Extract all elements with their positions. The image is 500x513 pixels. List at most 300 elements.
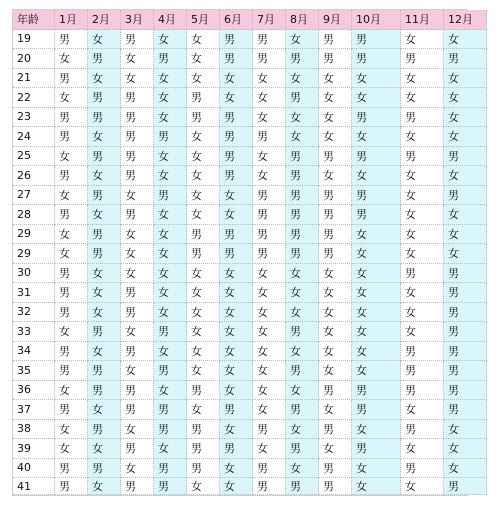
gender-cell: 男 (352, 400, 401, 420)
gender-cell: 男 (253, 244, 286, 264)
gender-cell: 男 (401, 49, 444, 69)
gender-cell: 女 (187, 283, 220, 303)
gender-cell: 女 (401, 400, 444, 420)
gender-cell: 女 (286, 127, 319, 147)
age-cell: 28 (13, 205, 55, 225)
gender-cell: 女 (253, 342, 286, 362)
gender-cell: 男 (88, 186, 121, 206)
gender-cell: 男 (401, 147, 444, 167)
gender-cell: 女 (401, 127, 444, 147)
gender-cell: 男 (286, 361, 319, 381)
age-cell: 41 (13, 478, 55, 495)
gender-cell: 男 (253, 49, 286, 69)
gender-cell: 男 (154, 361, 187, 381)
gender-cell: 女 (187, 127, 220, 147)
gender-cell: 女 (88, 283, 121, 303)
gender-cell: 女 (187, 264, 220, 284)
header-month-4: 4月 (154, 10, 187, 30)
gender-cell: 女 (319, 342, 352, 362)
gender-cell: 女 (319, 283, 352, 303)
gender-cell: 男 (319, 147, 352, 167)
gender-cell: 男 (319, 381, 352, 401)
gender-cell: 男 (253, 30, 286, 50)
gender-cell: 女 (55, 322, 88, 342)
age-cell: 21 (13, 69, 55, 89)
gender-cell: 男 (88, 381, 121, 401)
gender-cell: 男 (121, 342, 154, 362)
age-cell: 35 (13, 361, 55, 381)
gender-cell: 女 (444, 88, 487, 108)
gender-cell: 男 (55, 108, 88, 128)
gender-cell: 男 (319, 49, 352, 69)
gender-cell: 男 (121, 127, 154, 147)
gender-cell: 男 (444, 147, 487, 167)
gender-cell: 女 (220, 381, 253, 401)
gender-cell: 男 (220, 439, 253, 459)
gender-cell: 女 (55, 420, 88, 440)
age-cell: 36 (13, 381, 55, 401)
gender-cell: 女 (55, 88, 88, 108)
gender-cell: 女 (154, 439, 187, 459)
gender-cell: 女 (154, 303, 187, 323)
age-cell: 40 (13, 459, 55, 479)
gender-cell: 男 (55, 478, 88, 495)
gender-cell: 女 (352, 244, 401, 264)
gender-cell: 女 (187, 303, 220, 323)
gender-cell: 女 (253, 303, 286, 323)
gender-cell: 男 (253, 186, 286, 206)
gender-cell: 男 (401, 108, 444, 128)
gender-cell: 男 (253, 478, 286, 495)
gender-cell: 男 (121, 381, 154, 401)
gender-cell: 男 (55, 400, 88, 420)
gender-cell: 男 (286, 439, 319, 459)
gender-cell: 女 (253, 147, 286, 167)
gender-cell: 女 (352, 478, 401, 495)
gender-cell: 女 (187, 342, 220, 362)
age-cell: 19 (13, 30, 55, 50)
gender-cell: 女 (319, 400, 352, 420)
gender-cell: 男 (444, 361, 487, 381)
gender-cell: 男 (187, 225, 220, 245)
gender-cell: 男 (401, 342, 444, 362)
age-cell: 39 (13, 439, 55, 459)
gender-cell: 女 (401, 205, 444, 225)
header-month-7: 7月 (253, 10, 286, 30)
gender-cell: 女 (253, 264, 286, 284)
gender-cell: 女 (187, 322, 220, 342)
gender-cell: 女 (401, 439, 444, 459)
gender-cell: 男 (352, 439, 401, 459)
gender-cell: 男 (401, 361, 444, 381)
gender-cell: 男 (319, 244, 352, 264)
gender-cell: 男 (286, 88, 319, 108)
gender-cell: 女 (154, 381, 187, 401)
gender-cell: 女 (401, 478, 444, 495)
gender-cell: 男 (121, 166, 154, 186)
gender-cell: 女 (187, 30, 220, 50)
gender-cell: 女 (55, 49, 88, 69)
gender-cell: 男 (401, 459, 444, 479)
gender-cell: 女 (121, 225, 154, 245)
gender-cell: 男 (154, 322, 187, 342)
gender-cell: 女 (88, 400, 121, 420)
gender-cell: 女 (352, 342, 401, 362)
gender-cell: 女 (253, 322, 286, 342)
gender-cell: 男 (286, 49, 319, 69)
gender-cell: 女 (121, 244, 154, 264)
gender-cell: 男 (352, 186, 401, 206)
gender-cell: 男 (154, 478, 187, 495)
gender-cell: 女 (286, 303, 319, 323)
gender-cell: 女 (401, 166, 444, 186)
gender-cell: 男 (55, 283, 88, 303)
gender-cell: 男 (352, 205, 401, 225)
gender-cell: 男 (286, 205, 319, 225)
gender-cell: 女 (401, 225, 444, 245)
gender-cell: 男 (121, 108, 154, 128)
gender-cell: 女 (401, 303, 444, 323)
gender-cell: 男 (187, 88, 220, 108)
gender-cell: 女 (55, 439, 88, 459)
gender-cell: 女 (121, 49, 154, 69)
gender-cell: 女 (444, 30, 487, 50)
gender-cell: 女 (121, 459, 154, 479)
gender-cell: 女 (352, 69, 401, 89)
age-cell: 34 (13, 342, 55, 362)
gender-cell: 男 (154, 459, 187, 479)
gender-cell: 女 (401, 88, 444, 108)
gender-cell: 女 (220, 88, 253, 108)
gender-cell: 男 (55, 127, 88, 147)
gender-cell: 女 (220, 283, 253, 303)
gender-cell: 男 (253, 459, 286, 479)
gender-cell: 男 (187, 439, 220, 459)
gender-cell: 女 (55, 147, 88, 167)
gender-cell: 男 (55, 303, 88, 323)
gender-cell: 女 (286, 69, 319, 89)
gender-cell: 女 (121, 186, 154, 206)
gender-cell: 男 (352, 147, 401, 167)
header-month-6: 6月 (220, 10, 253, 30)
gender-cell: 女 (154, 108, 187, 128)
gender-cell: 女 (154, 88, 187, 108)
gender-cell: 男 (187, 244, 220, 264)
age-cell: 20 (13, 49, 55, 69)
gender-cell: 男 (286, 244, 319, 264)
gender-cell: 男 (319, 459, 352, 479)
gender-cell: 女 (88, 342, 121, 362)
gender-cell: 女 (319, 264, 352, 284)
gender-cell: 女 (319, 439, 352, 459)
gender-cell: 男 (220, 244, 253, 264)
gender-cell: 男 (319, 420, 352, 440)
age-cell: 30 (13, 264, 55, 284)
gender-cell: 男 (121, 478, 154, 495)
gender-cell: 女 (444, 459, 487, 479)
age-cell: 29 (13, 225, 55, 245)
gender-cell: 女 (154, 205, 187, 225)
gender-cell: 男 (88, 147, 121, 167)
age-cell: 37 (13, 400, 55, 420)
gender-cell: 男 (88, 88, 121, 108)
gender-cell: 女 (286, 459, 319, 479)
gender-cell: 女 (88, 264, 121, 284)
gender-cell: 女 (121, 420, 154, 440)
gender-cell: 男 (444, 400, 487, 420)
gender-cell: 女 (352, 264, 401, 284)
gender-cell: 男 (444, 264, 487, 284)
gender-cell: 女 (187, 400, 220, 420)
gender-cell: 男 (352, 108, 401, 128)
gender-cell: 男 (121, 30, 154, 50)
gender-cell: 女 (352, 361, 401, 381)
gender-cell: 男 (220, 166, 253, 186)
gender-cell: 男 (55, 205, 88, 225)
gender-cell: 男 (253, 127, 286, 147)
gender-cell: 女 (253, 283, 286, 303)
age-cell: 26 (13, 166, 55, 186)
gender-cell: 女 (286, 342, 319, 362)
gender-cell: 女 (88, 205, 121, 225)
gender-cell: 男 (121, 205, 154, 225)
age-cell: 29 (13, 244, 55, 264)
gender-cell: 男 (121, 88, 154, 108)
gender-cell: 女 (121, 69, 154, 89)
gender-cell: 女 (154, 264, 187, 284)
gender-cell: 女 (352, 420, 401, 440)
gender-cell: 男 (55, 361, 88, 381)
gender-cell: 女 (55, 186, 88, 206)
header-month-12: 12月 (444, 10, 487, 30)
gender-cell: 女 (352, 166, 401, 186)
gender-cell: 男 (154, 186, 187, 206)
gender-cell: 女 (154, 147, 187, 167)
gender-cell: 女 (444, 166, 487, 186)
gender-cell: 女 (401, 69, 444, 89)
gender-cell: 男 (444, 342, 487, 362)
gender-cell: 女 (319, 108, 352, 128)
gender-cell: 男 (55, 69, 88, 89)
gender-cell: 男 (88, 49, 121, 69)
gender-cell: 女 (319, 322, 352, 342)
gender-cell: 女 (55, 225, 88, 245)
gender-cell: 男 (220, 225, 253, 245)
gender-cell: 女 (187, 166, 220, 186)
gender-cell: 男 (352, 381, 401, 401)
gender-cell: 男 (88, 459, 121, 479)
gender-cell: 男 (319, 186, 352, 206)
gender-cell: 男 (187, 420, 220, 440)
gender-prediction-table (12, 9, 473, 496)
gender-cell: 女 (352, 88, 401, 108)
gender-cell: 女 (319, 69, 352, 89)
gender-cell: 男 (286, 478, 319, 495)
gender-cell: 女 (352, 225, 401, 245)
gender-cell: 女 (253, 108, 286, 128)
gender-cell: 男 (220, 147, 253, 167)
gender-cell: 男 (253, 420, 286, 440)
gender-cell: 女 (286, 264, 319, 284)
gender-cell: 男 (187, 381, 220, 401)
gender-cell: 男 (220, 108, 253, 128)
gender-cell: 男 (121, 400, 154, 420)
gender-cell: 女 (88, 439, 121, 459)
gender-cell: 男 (55, 30, 88, 50)
gender-cell: 女 (319, 361, 352, 381)
gender-cell: 男 (319, 30, 352, 50)
gender-cell: 女 (352, 127, 401, 147)
gender-cell: 男 (220, 127, 253, 147)
gender-cell: 女 (187, 49, 220, 69)
gender-cell: 女 (286, 30, 319, 50)
gender-cell: 女 (253, 400, 286, 420)
gender-cell: 男 (220, 49, 253, 69)
gender-cell: 男 (88, 420, 121, 440)
age-cell: 25 (13, 147, 55, 167)
header-month-5: 5月 (187, 10, 220, 30)
gender-cell: 女 (220, 205, 253, 225)
gender-cell: 男 (352, 30, 401, 50)
gender-cell: 女 (154, 69, 187, 89)
gender-cell: 女 (401, 322, 444, 342)
gender-cell: 女 (187, 186, 220, 206)
gender-cell: 男 (88, 361, 121, 381)
gender-cell: 女 (444, 420, 487, 440)
gender-cell: 男 (187, 108, 220, 128)
gender-cell: 男 (121, 439, 154, 459)
gender-cell: 男 (253, 225, 286, 245)
gender-cell: 男 (319, 225, 352, 245)
gender-cell: 女 (121, 264, 154, 284)
gender-cell: 男 (88, 108, 121, 128)
gender-cell: 女 (154, 166, 187, 186)
gender-cell: 男 (121, 303, 154, 323)
gender-cell: 女 (286, 381, 319, 401)
gender-cell: 女 (154, 342, 187, 362)
gender-cell: 男 (444, 381, 487, 401)
header-month-2: 2月 (88, 10, 121, 30)
gender-cell: 男 (154, 420, 187, 440)
header-month-1: 1月 (55, 10, 88, 30)
gender-cell: 男 (286, 186, 319, 206)
gender-cell: 男 (444, 283, 487, 303)
header-month-9: 9月 (319, 10, 352, 30)
gender-cell: 男 (444, 478, 487, 495)
gender-cell: 男 (253, 205, 286, 225)
gender-cell: 女 (220, 459, 253, 479)
gender-cell: 男 (88, 244, 121, 264)
gender-cell: 女 (286, 420, 319, 440)
gender-cell: 女 (286, 108, 319, 128)
age-cell: 32 (13, 303, 55, 323)
age-cell: 23 (13, 108, 55, 128)
gender-cell: 女 (253, 361, 286, 381)
gender-cell: 女 (253, 69, 286, 89)
gender-cell: 女 (319, 88, 352, 108)
gender-cell: 女 (154, 283, 187, 303)
header-month-3: 3月 (121, 10, 154, 30)
gender-cell: 女 (154, 225, 187, 245)
gender-cell: 男 (444, 49, 487, 69)
gender-cell: 女 (401, 244, 444, 264)
gender-cell: 女 (444, 205, 487, 225)
gender-cell: 女 (121, 322, 154, 342)
gender-cell: 女 (319, 166, 352, 186)
gender-cell: 男 (55, 459, 88, 479)
gender-cell: 男 (154, 127, 187, 147)
gender-cell: 女 (319, 127, 352, 147)
gender-cell: 男 (319, 205, 352, 225)
gender-cell: 男 (444, 322, 487, 342)
gender-cell: 男 (286, 322, 319, 342)
gender-cell: 女 (88, 303, 121, 323)
gender-cell: 女 (352, 322, 401, 342)
gender-cell: 女 (444, 69, 487, 89)
gender-cell: 男 (286, 225, 319, 245)
gender-cell: 男 (88, 322, 121, 342)
gender-cell: 男 (154, 400, 187, 420)
gender-cell: 男 (286, 166, 319, 186)
header-month-11: 11月 (401, 10, 444, 30)
gender-cell: 女 (444, 439, 487, 459)
gender-cell: 男 (444, 303, 487, 323)
gender-cell: 男 (187, 459, 220, 479)
gender-cell: 女 (187, 361, 220, 381)
gender-cell: 女 (187, 478, 220, 495)
gender-cell: 男 (55, 342, 88, 362)
gender-cell: 女 (220, 420, 253, 440)
gender-cell: 女 (220, 303, 253, 323)
gender-cell: 女 (253, 88, 286, 108)
gender-cell: 女 (401, 30, 444, 50)
gender-cell: 女 (444, 225, 487, 245)
gender-cell: 女 (401, 283, 444, 303)
gender-cell: 女 (220, 322, 253, 342)
age-cell: 27 (13, 186, 55, 206)
gender-cell: 女 (444, 108, 487, 128)
gender-cell: 女 (187, 205, 220, 225)
gender-cell: 女 (352, 303, 401, 323)
gender-cell: 女 (220, 361, 253, 381)
gender-cell: 女 (401, 186, 444, 206)
gender-cell: 女 (121, 361, 154, 381)
gender-cell: 女 (253, 381, 286, 401)
gender-cell: 女 (220, 342, 253, 362)
gender-cell: 女 (88, 127, 121, 147)
gender-cell: 女 (220, 264, 253, 284)
gender-cell: 女 (154, 244, 187, 264)
gender-cell: 男 (55, 264, 88, 284)
gender-cell: 女 (220, 69, 253, 89)
gender-cell: 女 (220, 186, 253, 206)
gender-cell: 男 (319, 478, 352, 495)
age-cell: 22 (13, 88, 55, 108)
gender-cell: 男 (55, 166, 88, 186)
gender-cell: 男 (220, 400, 253, 420)
gender-cell: 女 (88, 69, 121, 89)
gender-cell: 女 (444, 127, 487, 147)
gender-cell: 男 (154, 49, 187, 69)
age-cell: 24 (13, 127, 55, 147)
gender-cell: 女 (187, 69, 220, 89)
gender-cell: 女 (286, 283, 319, 303)
header-age: 年龄 (13, 10, 55, 30)
age-cell: 31 (13, 283, 55, 303)
gender-cell: 女 (187, 147, 220, 167)
gender-cell: 男 (88, 225, 121, 245)
gender-cell: 男 (121, 147, 154, 167)
